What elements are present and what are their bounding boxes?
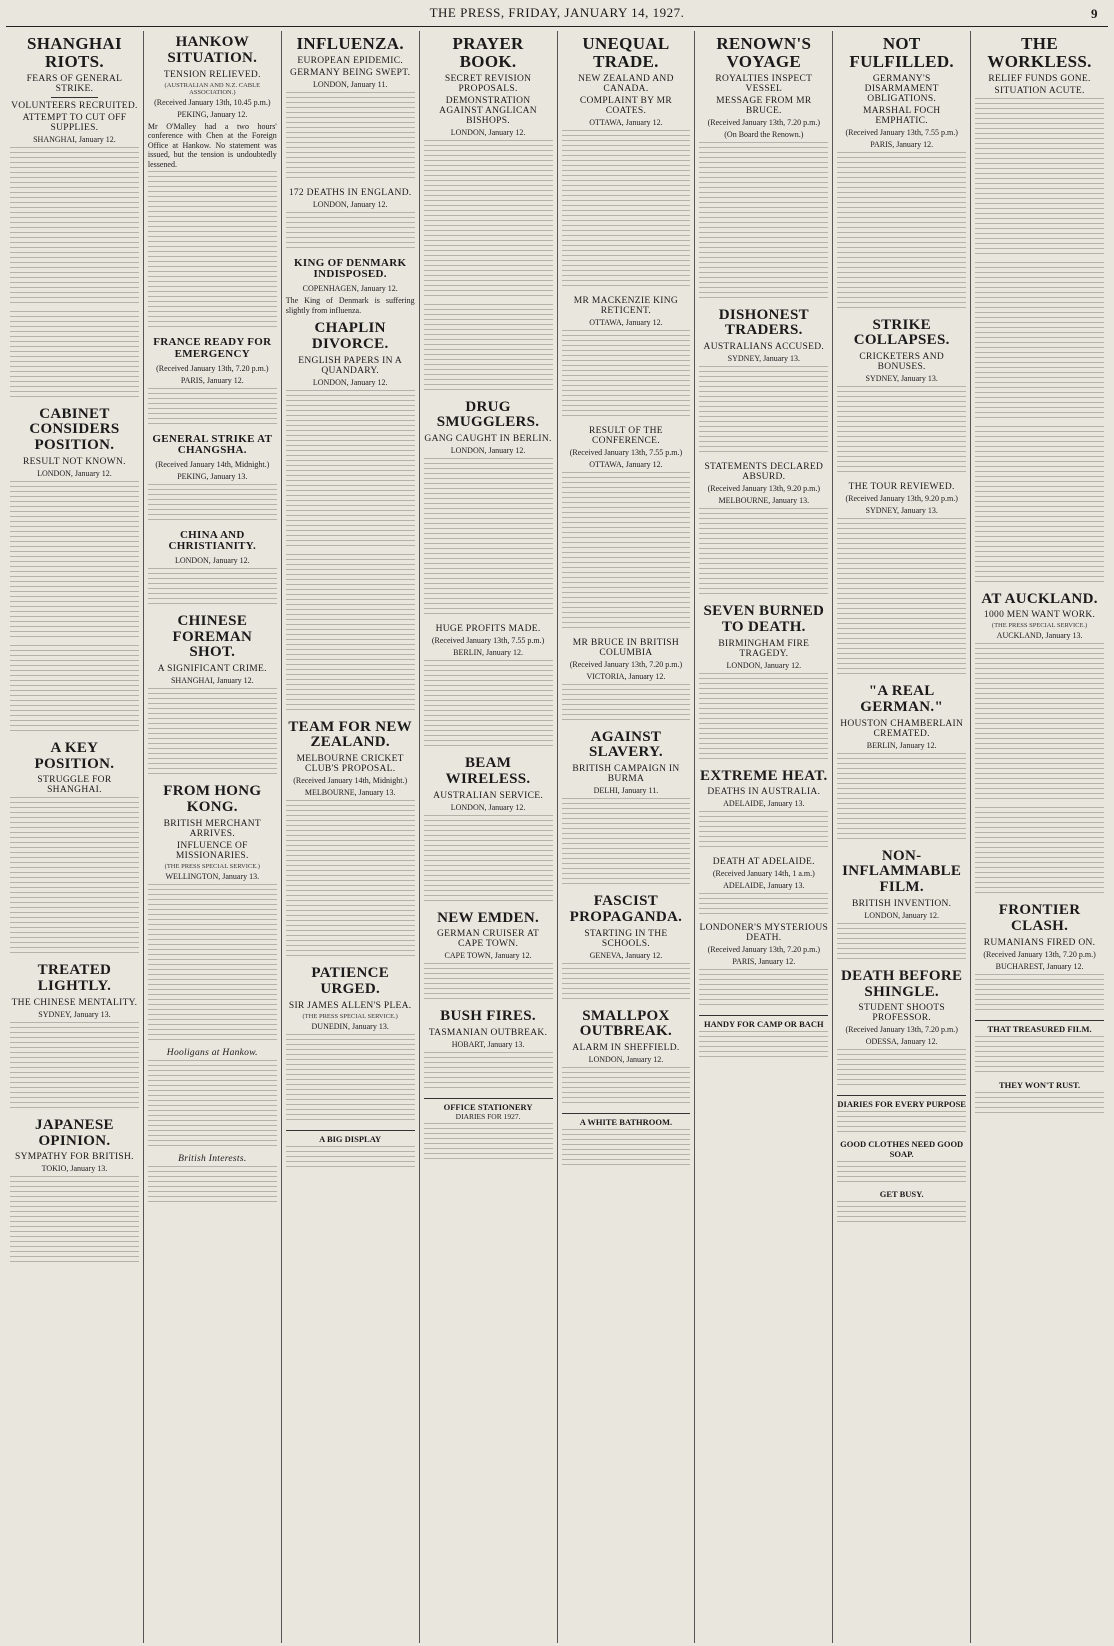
story-at-auckland: [975, 592, 1104, 898]
headline: AGAINST SLAVERY.: [588, 728, 663, 761]
column-1: [6, 31, 144, 1643]
headline: KING OF DENMARK INDISPOSED.: [294, 256, 407, 281]
story-japanese-opinion: [10, 1118, 139, 1267]
headline: UNEQUAL TRADE.: [582, 34, 670, 71]
dateline: BERLIN, January 12.: [866, 740, 937, 750]
article-text-block: [975, 262, 1104, 422]
article-text-block: [837, 753, 966, 843]
subheadline: ENGLISH PAPERS IN A QUANDARY.: [298, 355, 403, 376]
dateline: LONDON, January 11.: [313, 79, 388, 89]
story-influenza: [286, 35, 415, 182]
subheadline: AUSTRALIANS ACCUSED.: [703, 342, 825, 353]
headline: AT AUCKLAND.: [981, 590, 1098, 607]
article-text-block: [286, 212, 415, 252]
headline: RENOWN'S VOYAGE: [716, 34, 812, 71]
ad-heading: OFFICE STATIONERY: [443, 1102, 533, 1113]
story-film: [837, 849, 966, 963]
headline: SEVEN BURNED TO DEATH.: [703, 603, 825, 635]
headline: INFLUENZA.: [296, 34, 404, 53]
ad-text-block: [837, 1111, 966, 1135]
subheadline: MELBOURNE CRICKET CLUB'S PROPOSAL.: [296, 754, 404, 775]
dateline: PARIS, January 12.: [870, 139, 934, 149]
subheadline: DEATH AT ADELAIDE.: [712, 857, 815, 868]
article-text-block: [10, 147, 139, 307]
service-credit: (THE PRESS SPECIAL SERVICE.): [164, 862, 260, 870]
headline: FRANCE READY FOR EMERGENCY: [153, 336, 272, 361]
dateline: LONDON, January 12.: [312, 199, 388, 209]
ad-text-block: [699, 1031, 828, 1061]
story-conference-result: [562, 426, 691, 632]
article-text-block: [424, 304, 553, 394]
service-credit: (THE PRESS SPECIAL SERVICE.): [302, 1012, 398, 1020]
dateline: OTTAWA, January 12.: [589, 459, 663, 469]
article-text-block: [837, 518, 966, 678]
article-text-block: [562, 684, 691, 724]
subheadline: GERMANY BEING SWEPT.: [290, 67, 411, 78]
subheadline: INFLUENCE OF MISSIONARIES.: [175, 840, 249, 861]
subheadline: A SIGNIFICANT CRIME.: [157, 664, 267, 674]
subheadline: 172 DEATHS IN ENGLAND.: [288, 187, 412, 198]
column-2: [144, 31, 282, 1643]
article-text-block: [562, 130, 691, 290]
ad-subheading: DIARIES FOR 1927.: [455, 1112, 521, 1122]
ad-text-block: [562, 1129, 691, 1169]
article-text-block: [424, 1052, 553, 1092]
article-text-block: [424, 458, 553, 618]
dateline: MELBOURNE, January 13.: [304, 788, 396, 798]
cable-credit: (AUSTRALIAN AND N.Z. CABLE ASSOCIATION.): [164, 81, 261, 96]
subheadline: MARSHAL FOCH EMPHATIC.: [862, 105, 941, 126]
story-bush-fires: [424, 1009, 553, 1092]
ad-heading: THAT TREASURED FILM.: [987, 1023, 1092, 1034]
section-subhead: Hooligans at Hankow.: [166, 1047, 258, 1058]
dateline: PARIS, January 12.: [180, 375, 244, 385]
subheadline: RESULT NOT KNOWN.: [23, 456, 126, 467]
received-time: (Received January 13th, 7.55 p.m.): [845, 127, 958, 137]
ad-text-block: [975, 1036, 1104, 1076]
ad-heading: THEY WON'T RUST.: [998, 1079, 1081, 1090]
ad-heading: GOOD CLOTHES NEED GOOD SOAP.: [840, 1139, 964, 1160]
article-text-block: [699, 366, 828, 456]
headline: NOT FULFILLED.: [849, 34, 954, 71]
story-shanghai-riots: [10, 35, 139, 401]
article-text-block: [286, 800, 415, 960]
dateline: LONDON, January 12.: [37, 468, 112, 478]
story-prayer-book: [424, 35, 553, 394]
article-text-block: [562, 330, 691, 420]
dateline: DUNEDIN, January 13.: [311, 1021, 389, 1031]
received-time: (Received January 13th, 9.20 p.m.): [845, 494, 958, 504]
ad-text-block: [975, 1092, 1104, 1116]
headline: JAPANESE OPINION.: [35, 1116, 114, 1149]
column-7: [833, 31, 971, 1643]
story-team-nz: [286, 720, 415, 961]
story-mackenzie-king: [562, 296, 691, 420]
dateline: BERLIN, January 12.: [453, 648, 523, 658]
story-dishonest-traders: [699, 308, 828, 457]
subheadline: STUDENT SHOOTS PROFESSOR.: [858, 1003, 945, 1024]
headline: DRUG SMUGGLERS.: [436, 398, 540, 431]
story-key-position: [10, 741, 139, 958]
advertisement: [424, 1098, 553, 1163]
headline: CABINET CONSIDERS POSITION.: [29, 405, 120, 454]
dateline: AUCKLAND, January 13.: [996, 631, 1083, 641]
article-text-block: [424, 815, 553, 905]
subheadline: GANG CAUGHT IN BERLIN.: [424, 434, 552, 445]
story-beam-wireless: [424, 756, 553, 905]
ad-heading: A BIG DISPLAY: [319, 1133, 382, 1144]
section-subhead: British Interests.: [178, 1153, 247, 1164]
received-time: (Received January 13th, 7.20 p.m.): [569, 659, 683, 669]
story-hong-kong: [148, 784, 277, 1206]
received-time: (Received January 14th, Midnight.): [293, 776, 408, 786]
subheadline: THE CHINESE MENTALITY.: [11, 997, 138, 1008]
advertisement: [699, 1015, 828, 1061]
subheadline: CRICKETERS AND BONUSES.: [859, 352, 945, 373]
subheadline: RESULT OF THE CONFERENCE.: [588, 425, 663, 446]
headline: THE WORKLESS.: [987, 34, 1092, 71]
story-hankow: [148, 35, 277, 331]
subheadline: EUROPEAN EPIDEMIC.: [297, 55, 404, 66]
article-text-block: [286, 92, 415, 182]
story-king-denmark: [286, 258, 415, 315]
article-text-block: [286, 554, 415, 714]
story-china-christianity: [148, 530, 277, 608]
dateline: PEKING, January 12.: [177, 109, 248, 119]
headline: CHINA AND CHRISTIANITY.: [168, 528, 257, 553]
article-text-block: [699, 142, 828, 302]
subheadline: BRITISH MERCHANT ARRIVES.: [163, 818, 262, 839]
article-text-block: [148, 884, 277, 1044]
headline: HANKOW SITUATION.: [167, 34, 258, 66]
ad-text-block: [837, 1161, 966, 1185]
dateline: HOBART, January 13.: [451, 1040, 525, 1050]
story-changsha: [148, 434, 277, 524]
divider: [51, 97, 97, 98]
article-text-block: [975, 643, 1104, 803]
article-text-block: [424, 140, 553, 300]
dateline: SYDNEY, January 13.: [865, 374, 938, 384]
dateline: SHANGHAI, January 12.: [170, 676, 254, 685]
dateline: MELBOURNE, January 13.: [718, 496, 810, 506]
article-text: The King of Denmark is suffering slightly from influenza.: [285, 295, 415, 315]
story-cabinet: [10, 407, 139, 735]
subheadline: TASMANIAN OUTBREAK.: [428, 1028, 548, 1039]
subheadline: STARTING IN THE SCHOOLS.: [584, 928, 668, 949]
advertisement: [286, 1130, 415, 1170]
dateline: DELHI, January 11.: [593, 786, 659, 796]
subheadline: GERMANY'S DISARMAMENT OBLIGATIONS.: [864, 73, 939, 104]
dateline: TOKIO, January 13.: [41, 1164, 108, 1174]
ad-text-block: [286, 1146, 415, 1170]
dateline: SHANGHAI, January 12.: [33, 134, 116, 144]
subheadline: LONDONER'S MYSTERIOUS DEATH.: [699, 923, 829, 944]
headline: CHAPLIN DIVORCE.: [311, 320, 389, 352]
story-patience: [286, 966, 415, 1124]
headline: CHINESE FOREMAN SHOT.: [172, 612, 253, 661]
story-not-fulfilled: [837, 35, 966, 312]
story-londoner-death: [699, 923, 828, 1009]
dateline: VICTORIA, January 12.: [586, 671, 666, 681]
article-text-block: [148, 388, 277, 428]
column-4: [420, 31, 558, 1643]
dateline: (On Board the Renown.): [724, 129, 804, 139]
article-text-block: [975, 98, 1104, 258]
article-text-block: [424, 963, 553, 1003]
article-text-block: [699, 893, 828, 917]
received-time: (Received January 13th, 7.20 p.m.): [156, 363, 269, 373]
dateline: ADELAIDE, January 13.: [723, 881, 805, 891]
dateline: LONDON, January 12.: [726, 660, 802, 670]
subheadline: HUGE PROFITS MADE.: [435, 624, 541, 635]
subheadline: 1000 MEN WANT WORK.: [983, 610, 1096, 621]
ad-heading: A WHITE BATHROOM.: [579, 1117, 673, 1128]
article-text-block: [424, 660, 553, 750]
subheadline: NEW ZEALAND AND CANADA.: [578, 73, 674, 94]
subheadline: BRITISH INVENTION.: [852, 898, 952, 909]
advertisement: [975, 1020, 1104, 1116]
dateline: PARIS, January 12.: [732, 957, 796, 967]
headline: A KEY POSITION.: [34, 739, 115, 772]
article-text-block: [10, 645, 139, 735]
received-time: (Received January 13th, 7.20 p.m.): [707, 117, 821, 127]
headline: SHANGHAI RIOTS.: [26, 34, 122, 71]
subheadline: BRITISH CAMPAIGN IN BURMA: [572, 764, 680, 785]
article-text-block: [148, 171, 277, 331]
subheadline: SITUATION ACUTE.: [994, 85, 1085, 96]
column-3: [282, 31, 420, 1643]
subheadline: VOLUNTEERS RECRUITED.: [11, 100, 138, 111]
dateline: ODESSA, January 12.: [865, 1037, 938, 1047]
headline: PATIENCE URGED.: [311, 965, 390, 997]
headline: FASCIST PROPAGANDA.: [569, 893, 683, 925]
article-text-block: [699, 811, 828, 851]
story-death-before-shingle: [837, 969, 966, 1090]
received-time: (Received January 14th, Midnight.): [155, 459, 270, 469]
column-8: [971, 31, 1108, 1643]
subheadline: ATTEMPT TO CUT OFF SUPPLIES.: [22, 112, 127, 133]
dateline: WELLINGTON, January 13.: [165, 871, 260, 881]
advertisement: [562, 1113, 691, 1169]
subheadline: MR MACKENZIE KING RETICENT.: [573, 295, 679, 316]
article-text-block: [148, 568, 277, 608]
dateline: LONDON, January 12.: [450, 446, 526, 456]
headline: PRAYER BOOK.: [452, 34, 524, 71]
story-foreman-shot: [148, 614, 277, 778]
received-time: (Received January 13th, 10.45 p.m.): [154, 97, 271, 107]
story-death-adelaide: [699, 857, 828, 917]
headline: BEAM WIRELESS.: [445, 755, 531, 787]
story-unequal-trade: [562, 35, 691, 290]
story-renown: [699, 35, 828, 302]
article-text-block: [975, 807, 1104, 897]
dateline: SYDNEY, January 13.: [38, 1009, 111, 1019]
article-text: Mr O'Malley had a two hours' conference with Chen at the Foreign Office at Hankow. No statement was issued, but the tension is undoubtedly lessened.: [147, 121, 277, 169]
masthead: [6, 0, 1108, 27]
subheadline: DEATHS IN AUSTRALIA.: [707, 787, 821, 798]
dateline: ADELAIDE, January 13.: [723, 799, 805, 809]
dateline: SYDNEY, January 13.: [727, 354, 800, 364]
article-text-block: [562, 963, 691, 1003]
masthead-title: THE PRESS, FRIDAY, JANUARY 14, 1927.: [429, 5, 685, 20]
headline: STRIKE COLLAPSES.: [853, 316, 950, 349]
story-extreme-heat: [699, 769, 828, 852]
subheadline: FEARS OF GENERAL STRIKE.: [26, 73, 123, 94]
dateline: OTTAWA, January 12.: [589, 117, 663, 127]
article-text-block: [562, 472, 691, 632]
service-credit: (THE PRESS SPECIAL SERVICE.): [991, 622, 1088, 630]
received-time: (Received January 13th, 7.20 p.m.): [983, 949, 1096, 959]
headline: NON-INFLAMMABLE FILM.: [842, 847, 962, 896]
headline: GENERAL STRIKE AT CHANGSHA.: [152, 432, 273, 457]
article-text-block: [562, 798, 691, 888]
dateline: LONDON, January 12.: [864, 910, 940, 920]
dateline: LONDON, January 12.: [174, 555, 250, 565]
article-text-block: [148, 688, 277, 778]
story-workless: [975, 35, 1104, 586]
article-text-block: [10, 481, 139, 641]
headline: TREATED LIGHTLY.: [37, 962, 112, 995]
article-text-block: [837, 1049, 966, 1089]
headline: TEAM FOR NEW ZEALAND.: [288, 718, 412, 751]
article-text-block: [837, 152, 966, 312]
received-time: (Received January 13th, 9.20 p.m.): [707, 484, 821, 494]
dateline: BUCHAREST, January 12.: [995, 961, 1084, 971]
subheadline: AUSTRALIAN SERVICE.: [433, 790, 544, 801]
article-text-block: [562, 1067, 691, 1107]
headline: SMALLPOX OUTBREAK.: [579, 1007, 673, 1040]
dateline: COPENHAGEN, January 12.: [302, 283, 398, 293]
story-huge-profits: [424, 624, 553, 750]
received-time: (Received January 14th, 1 a.m.): [712, 869, 815, 879]
story-bruce-bc: [562, 638, 691, 724]
article-text-block: [699, 969, 828, 1009]
dateline: LONDON, January 12.: [588, 1055, 664, 1065]
story-against-slavery: [562, 730, 691, 889]
headline: "A REAL GERMAN.": [860, 683, 944, 715]
article-text-block: [286, 1034, 415, 1124]
story-smallpox: [562, 1009, 691, 1108]
story-fascist: [562, 894, 691, 1003]
story-deaths-england: [286, 188, 415, 252]
story-tour-reviewed: [837, 482, 966, 678]
subheadline: RELIEF FUNDS GONE.: [988, 73, 1091, 84]
column-6: [695, 31, 833, 1643]
article-text-block: [10, 1022, 139, 1112]
subheadline: ALARM IN SHEFFIELD.: [572, 1043, 680, 1054]
subheadline: SYMPATHY FOR BRITISH.: [15, 1152, 134, 1163]
article-text-block: [699, 673, 828, 763]
subheadline: RUMANIANS FIRED ON.: [983, 937, 1096, 948]
article-text-block: [837, 386, 966, 476]
dateline: PEKING, January 13.: [177, 471, 248, 481]
story-frontier-clash: [975, 903, 1104, 1014]
subheadline: SIR JAMES ALLEN'S PLEA.: [288, 1000, 412, 1011]
dateline: CAPE TOWN, January 12.: [444, 951, 532, 961]
headline: NEW EMDEN.: [437, 909, 540, 926]
story-chaplin: [286, 321, 415, 714]
headline: FROM HONG KONG.: [163, 783, 262, 815]
ad-heading: GET BUSY.: [879, 1189, 924, 1200]
article-text-block: [148, 1060, 277, 1150]
article-text-block: [10, 311, 139, 401]
ad-text-block: [424, 1123, 553, 1163]
subheadline: THE TOUR REVIEWED.: [848, 482, 955, 493]
dateline: GENEVA, January 12.: [589, 950, 663, 960]
dateline: LONDON, January 12.: [450, 127, 526, 137]
subheadline: TENSION RELIEVED.: [163, 69, 261, 80]
article-text-block: [975, 974, 1104, 1014]
story-new-emden: [424, 911, 553, 1004]
story-france-ready: [148, 337, 277, 427]
headline: DISHONEST TRADERS.: [718, 306, 809, 339]
story-drug-smugglers: [424, 400, 553, 619]
subheadline: GERMAN CRUISER AT CAPE TOWN.: [436, 929, 540, 950]
subheadline: HOUSTON CHAMBERLAIN CREMATED.: [840, 718, 964, 739]
received-time: (Received January 13th, 7.20 p.m.): [707, 945, 821, 955]
subheadline: MESSAGE FROM MR BRUCE.: [716, 95, 812, 116]
subheadline: ROYALTIES INSPECT VESSEL: [715, 73, 813, 94]
ad-heading: HANDY FOR CAMP OR BACH: [704, 1019, 824, 1030]
headline: EXTREME HEAT.: [700, 767, 828, 784]
headline: BUSH FIRES.: [440, 1008, 536, 1025]
columns: [6, 31, 1108, 1643]
subheadline: STATEMENTS DECLARED ABSURD.: [704, 462, 824, 483]
ad-text-block: [837, 1201, 966, 1225]
column-5: [558, 31, 696, 1643]
received-time: (Received January 13th, 7.55 p.m.): [431, 636, 545, 646]
article-text-block: [148, 484, 277, 524]
received-time: (Received January 13th, 7.20 p.m.): [845, 1025, 958, 1035]
article-text-block: [837, 923, 966, 963]
story-statements-absurd: [699, 462, 828, 598]
dateline: OTTAWA, January 12.: [589, 317, 663, 327]
story-seven-burned: [699, 604, 828, 763]
story-treated-lightly: [10, 963, 139, 1112]
subheadline: MR BRUCE IN BRITISH COLUMBIA: [572, 637, 680, 658]
received-time: (Received January 13th, 7.55 p.m.): [569, 447, 683, 457]
story-real-german: [837, 684, 966, 843]
advertisement: [837, 1095, 966, 1225]
headline: DEATH BEFORE SHINGLE.: [841, 967, 963, 1000]
article-text-block: [10, 1176, 139, 1266]
dateline: SYDNEY, January 13.: [865, 506, 938, 516]
headline: FRONTIER CLASH.: [998, 902, 1081, 935]
article-text-block: [975, 426, 1104, 586]
article-text-block: [10, 797, 139, 957]
subheadline: STRUGGLE FOR SHANGHAI.: [37, 775, 112, 796]
dateline: LONDON, January 12.: [312, 377, 388, 387]
article-text-block: [148, 1166, 277, 1206]
article-text-block: [286, 390, 415, 550]
subheadline: SECRET REVISION PROPOSALS.: [444, 73, 532, 94]
ad-heading: DIARIES FOR EVERY PURPOSE: [837, 1099, 966, 1110]
story-strike-collapses: [837, 318, 966, 477]
article-text-block: [699, 508, 828, 598]
subheadline: COMPLAINT BY MR COATES.: [579, 95, 672, 116]
subheadline: BIRMINGHAM FIRE TRAGEDY.: [718, 638, 810, 659]
dateline: LONDON, January 12.: [450, 802, 526, 812]
subheadline: DEMONSTRATION AGAINST ANGLICAN BISHOPS.: [439, 95, 537, 126]
page-number: 9: [1091, 6, 1098, 21]
